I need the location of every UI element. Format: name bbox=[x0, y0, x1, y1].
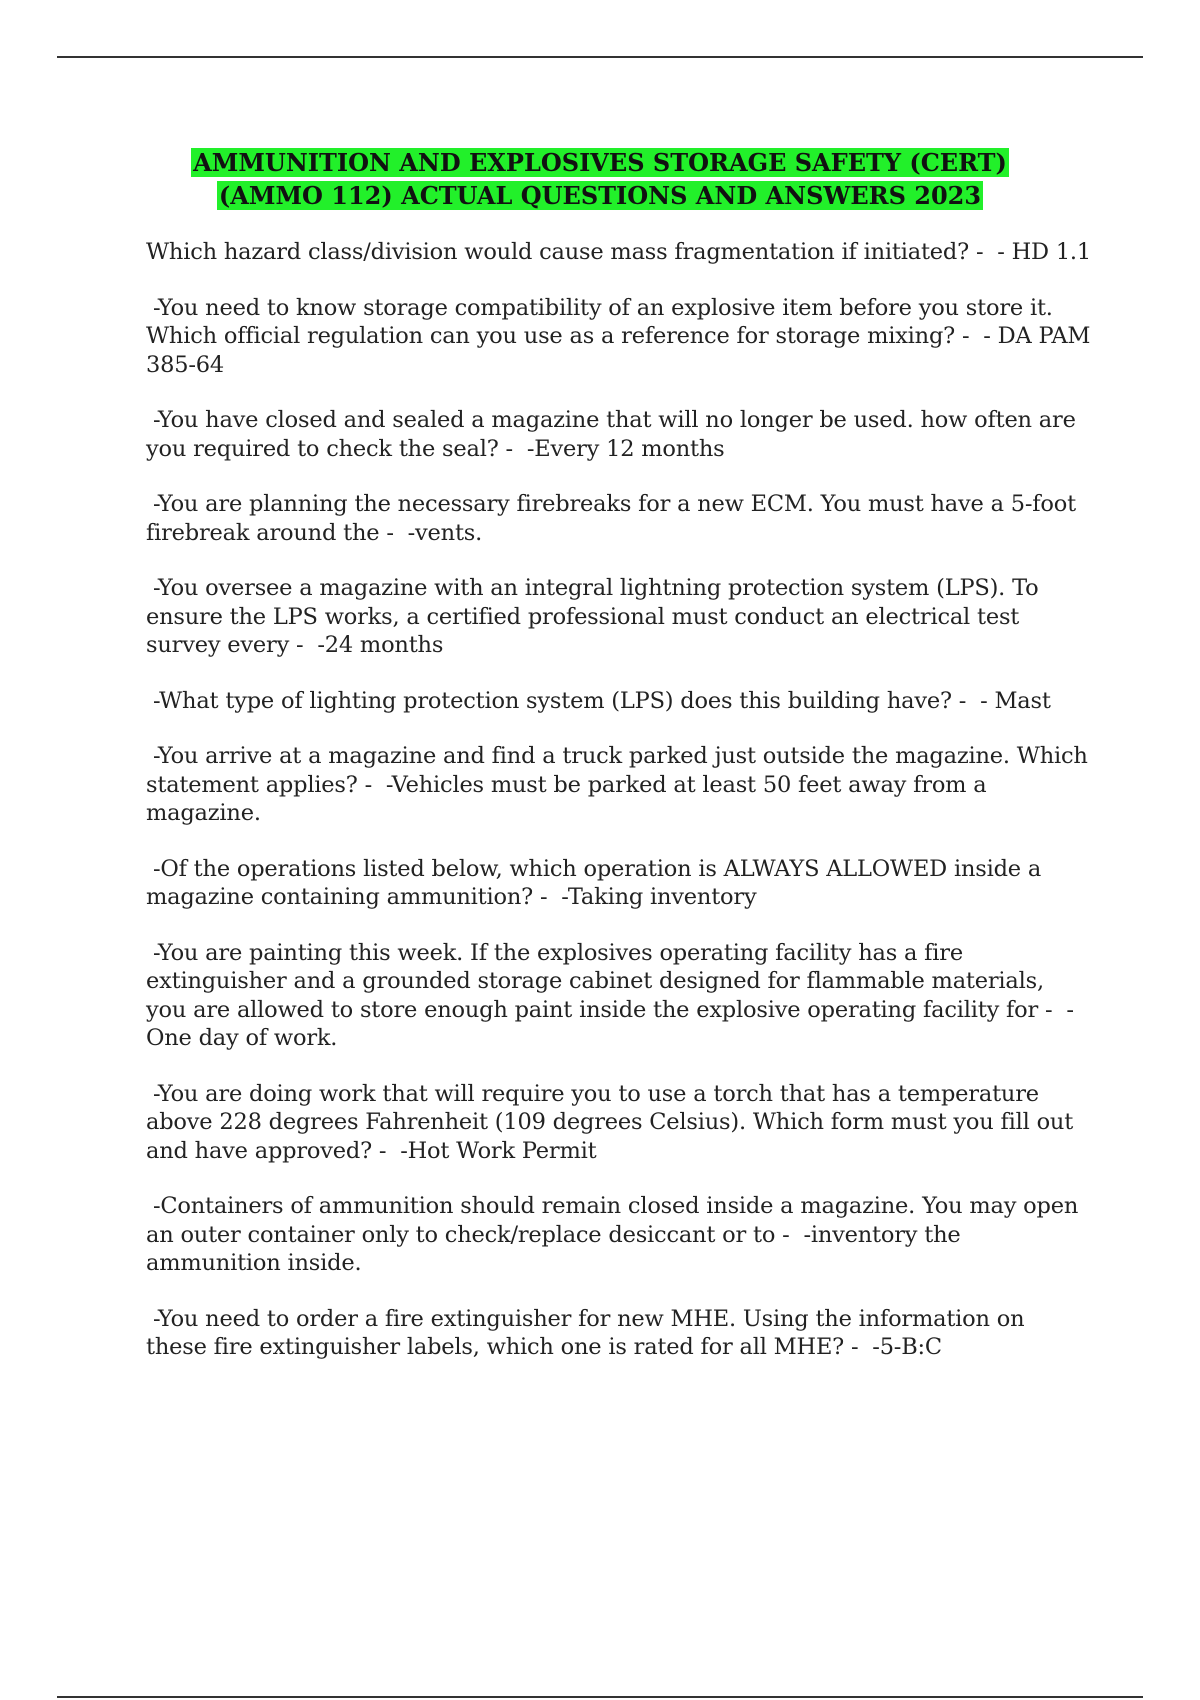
title-line-2: (AMMO 112) ACTUAL QUESTIONS AND ANSWERS 2023 bbox=[218, 181, 982, 210]
document-title bbox=[0, 146, 1200, 212]
qa-item: -Of the operations listed below, which operation is ALWAYS ALLOWED inside a magazine containing ammunition? - -Taking inventory bbox=[146, 855, 1049, 910]
bottom-divider bbox=[57, 1696, 1143, 1698]
qa-item: -What type of lighting protection system (LPS) does this building have? - - Mast bbox=[146, 687, 1051, 714]
qa-item: -You arrive at a magazine and find a truck parked just outside the magazine. Which statement applies? - -Vehicles must be parked at least 50 feet away from a magazine. bbox=[146, 743, 1095, 826]
qa-list bbox=[146, 238, 1098, 1389]
qa-item: -You have closed and sealed a magazine that will no longer be used. how often are you required to check the seal? - -Every 12 months bbox=[146, 407, 1083, 462]
qa-item: -You oversee a magazine with an integral lightning protection system (LPS). To ensure the LPS works, a certified professional must conduct an electrical test survey every - -24 months bbox=[146, 575, 1046, 658]
qa-item: -You are planning the necessary firebreaks for a new ECM. You must have a 5-foot firebreak around the - -vents. bbox=[146, 491, 1083, 546]
top-divider bbox=[57, 56, 1143, 58]
qa-item: -Containers of ammunition should remain closed inside a magazine. You may open an outer container only to check/replace desiccant or to - -inventory the ammunition inside. bbox=[146, 1193, 1086, 1276]
qa-item: Which hazard class/division would cause mass fragmentation if initiated? - - HD 1.1 bbox=[146, 239, 1091, 265]
qa-item: -You need to know storage compatibility of an explosive item before you store it. Which official regulation can you use as a reference for storage mixing? - - DA PAM 385-64 bbox=[146, 294, 1098, 378]
qa-item: -You need to order a fire extinguisher for new MHE. Using the information on these fire extinguisher labels, which one is rated for all MHE? - -5-B:C bbox=[146, 1305, 1032, 1360]
title-line-1: AMMUNITION AND EXPLOSIVES STORAGE SAFETY (CERT) bbox=[193, 148, 1007, 177]
qa-item: -You are painting this week. If the explosives operating facility has a fire extinguisher and a grounded storage cabinet designed for flammable materials, you are allowed to store enough paint inside the explosive operating facility for - -One day of work. bbox=[146, 939, 1074, 1051]
qa-item: -You are doing work that will require you to use a torch that has a temperature above 228 degrees Fahrenheit (109 degrees Celsius). Which form must you fill out and have approved? - -Hot Work Permit bbox=[146, 1080, 1081, 1164]
